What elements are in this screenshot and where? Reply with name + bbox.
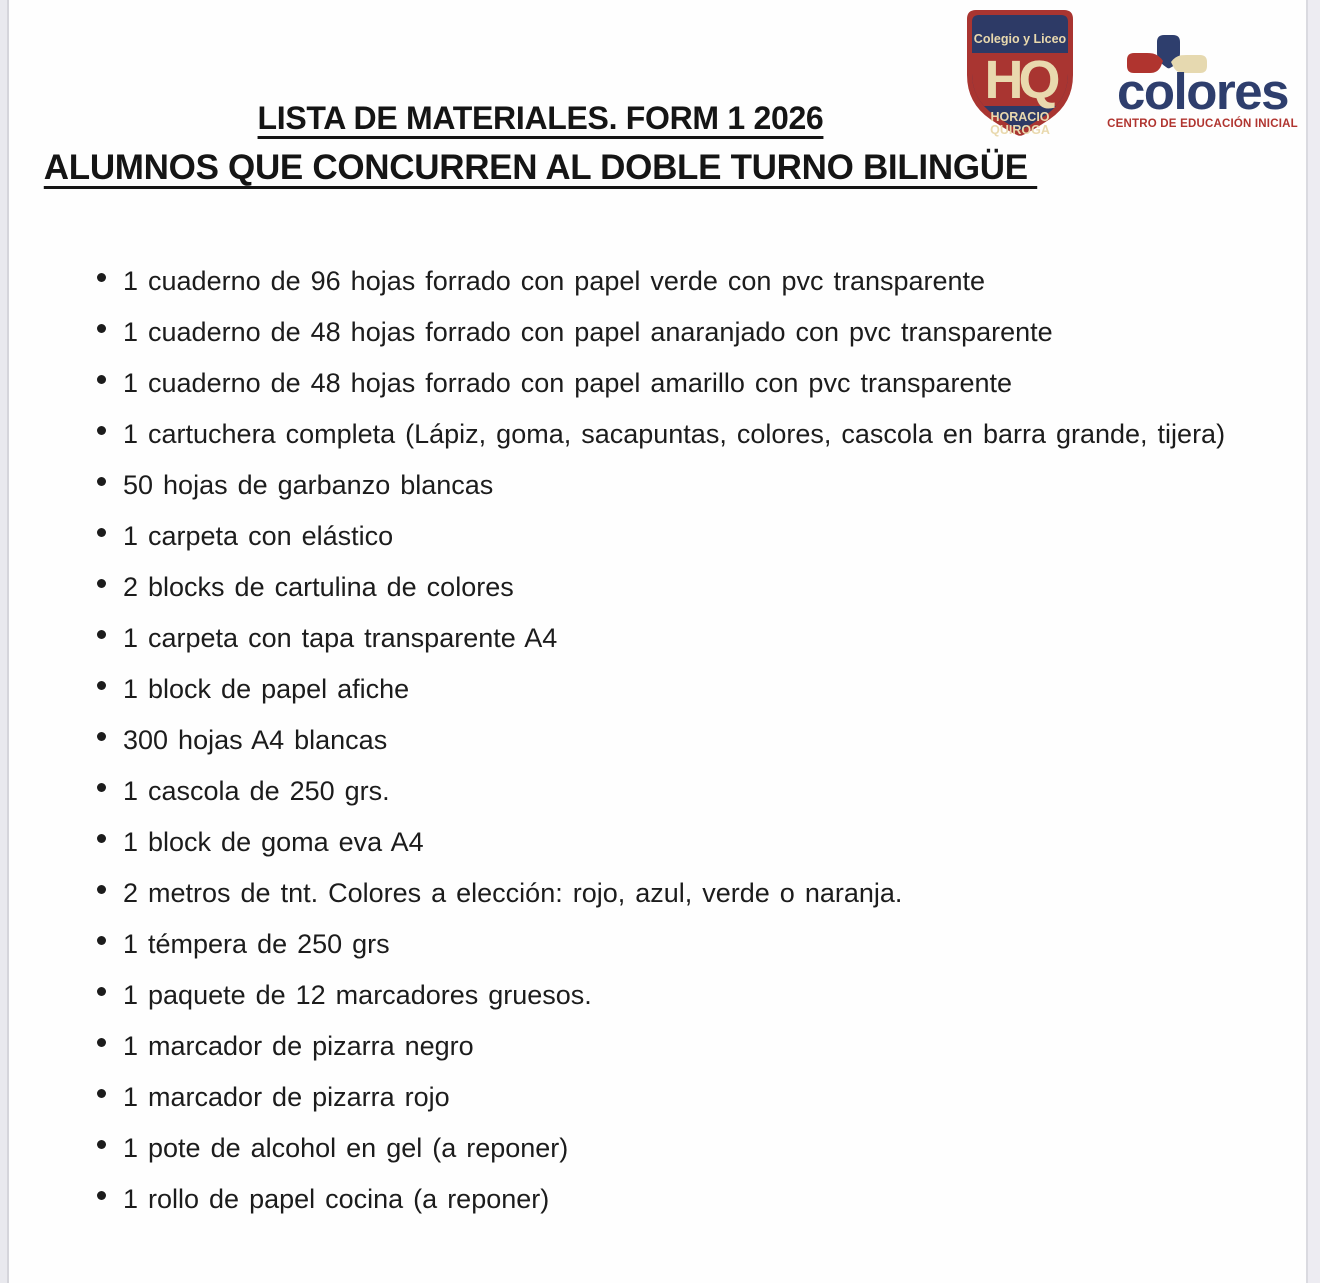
right-page-edge [1306, 0, 1320, 1283]
list-item: 1 paquete de 12 marcadores gruesos. [0, 970, 1265, 1021]
list-item: 300 hojas A4 blancas [0, 715, 1265, 766]
colores-logo [1105, 30, 1305, 134]
list-item: 1 témpera de 250 grs [0, 919, 1265, 970]
list-item: 1 cascola de 250 grs. [0, 766, 1265, 817]
materials-list-section [0, 256, 1290, 1225]
list-item: 2 blocks de cartulina de colores [0, 562, 1265, 613]
shield-monogram: HQ [984, 50, 1056, 110]
page-title [8, 93, 1073, 193]
list-item: 1 pote de alcohol en gel (a reponer) [0, 1123, 1265, 1174]
list-item: 2 metros de tnt. Colores a elección: rojo, azul, verde o naranja. [0, 868, 1265, 919]
list-item: 1 cuaderno de 48 hojas forrado con papel anaranjado con pvc transparente [0, 307, 1265, 358]
colores-tagline: CENTRO DE EDUCACIÓN INICIAL [1107, 118, 1298, 130]
colores-wordmark: colores [1117, 63, 1288, 120]
page-title-line-2: ALUMNOS QUE CONCURREN AL DOBLE TURNO BILINGÜE [43, 148, 1038, 187]
list-item: 1 block de papel afiche [0, 664, 1265, 715]
list-item: 1 cuaderno de 96 hojas forrado con papel verde con pvc transparente [0, 256, 1265, 307]
list-item: 1 marcador de pizarra negro [0, 1021, 1265, 1072]
shield-top-text: Colegio y Liceo [973, 32, 1067, 46]
materials-list [0, 256, 1290, 1225]
shield-bottom-text-1: HORACIO [990, 110, 1050, 124]
list-item: 50 hojas de garbanzo blancas [0, 460, 1265, 511]
hq-shield-logo [966, 9, 1074, 137]
list-item: 1 cuaderno de 48 hojas forrado con papel amarillo con pvc transparente [0, 358, 1265, 409]
list-item: 1 block de goma eva A4 [0, 817, 1265, 868]
list-item: 1 carpeta con elástico [0, 511, 1265, 562]
list-item: 1 rollo de papel cocina (a reponer) [0, 1174, 1265, 1225]
list-item: 1 cartuchera completa (Lápiz, goma, sacapuntas, colores, cascola en barra grande, tijera) [0, 409, 1265, 460]
list-item: 1 marcador de pizarra rojo [0, 1072, 1265, 1123]
shield-bottom-text-2: QUIROGA [990, 123, 1050, 137]
page-title-line-1: LISTA DE MATERIALES. FORM 1 2026 [257, 100, 824, 136]
list-item: 1 carpeta con tapa transparente A4 [0, 613, 1265, 664]
